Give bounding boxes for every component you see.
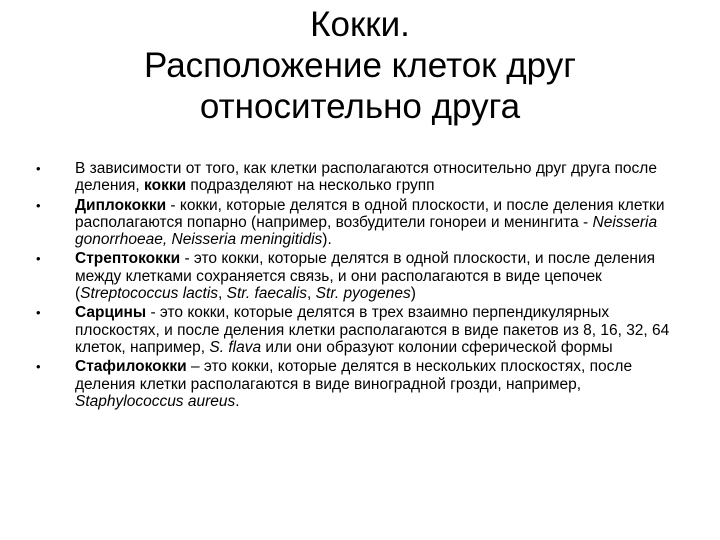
bullet-text: - это кокки, которые делятся в одной плоскости, и после деления между клетками сохраняется связь, и они располагаются в виде цепочек (: [75, 250, 656, 303]
bullet-text: ,: [218, 285, 227, 303]
bullet-text: ,: [307, 285, 316, 303]
bullet-text: или они образуют колонии сферической формы: [261, 338, 613, 356]
title-line-1: Кокки.: [310, 5, 410, 44]
bullet-dot-icon: •: [36, 359, 41, 375]
bullet-item-streptococci: [30, 250, 690, 302]
title-line-2: Расположение клеток друг: [144, 46, 576, 85]
bullet-item-sarcina: [30, 304, 690, 356]
bullet-text: В зависимости от того, как клетки располагаются относительно друг друга после деления,: [75, 160, 657, 195]
bullet-text: – это кокки, которые делятся в нескольких плоскостях, после деления клетки располагаются в виде виноградной грозди, например,: [75, 358, 633, 393]
species-name: Staphylococcus aureus: [75, 392, 236, 410]
bullet-dot-icon: •: [36, 197, 41, 213]
bullet-item-staphylococci: [30, 358, 690, 410]
bullet-list: [30, 160, 690, 412]
bullet-item-diplococci: [30, 197, 690, 249]
bullet-text: ): [410, 285, 416, 303]
species-name: Str. pyogenes: [315, 285, 411, 303]
bullet-term: кокки: [144, 177, 187, 195]
species-name: Neisseria gonorrhoeae, Neisseria meningitidis: [75, 213, 658, 249]
bullet-term: Сарцины: [75, 304, 147, 322]
bullet-text: - это кокки, которые делятся в трех взаимно перпендикулярных плоскостях, и после деления клетки располагаются в виде пакетов из 8, 16, 32, 64 клеток, например,: [75, 304, 670, 356]
bullet-text: подразделяют на несколько групп: [186, 177, 435, 195]
bullet-dot-icon: •: [36, 161, 41, 176]
bullet-text: - кокки, которые делятся в одной плоскости, и после деления клетки располагаются попарно (например, возбудители гонореи и менингита -: [75, 196, 665, 231]
species-name: Streptococcus lactis: [80, 285, 219, 303]
bullet-text: ).: [322, 231, 332, 249]
bullet-text: .: [235, 392, 240, 410]
title-line-3: относительно друга: [199, 87, 521, 126]
species-name: Str. faecalis: [226, 285, 308, 303]
bullet-term: Стафилококки: [75, 358, 187, 376]
bullet-dot-icon: •: [36, 251, 41, 267]
bullet-term: Стрептококки: [75, 250, 181, 268]
bullet-item-cocci-groups: [30, 160, 690, 195]
bullet-dot-icon: •: [36, 305, 41, 321]
slide-title: [40, 4, 680, 127]
bullet-term: Диплококки: [75, 196, 167, 214]
species-name: S. flava: [209, 338, 262, 356]
